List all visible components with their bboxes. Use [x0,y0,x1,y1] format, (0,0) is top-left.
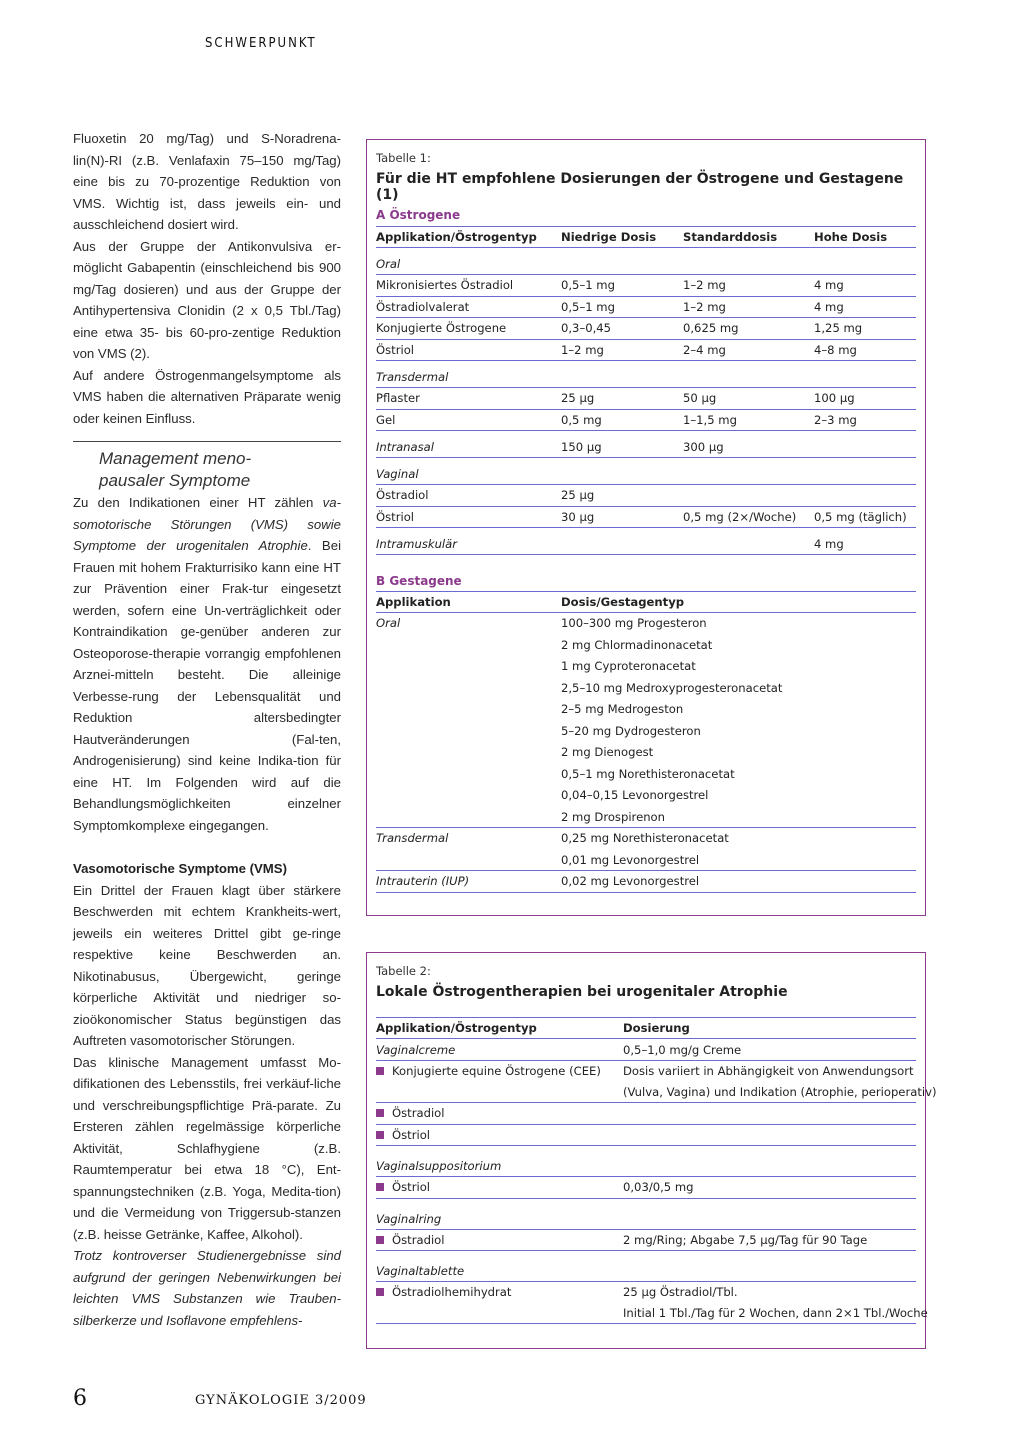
table-1-title: Für die HT empfohlene Dosierungen der Östrogene und Gestagene (1) [376,171,904,203]
table-2-group-vaginaltablette: Vaginaltablette [376,1264,465,1278]
table-1-cell: Intranasal [376,440,435,454]
table-1-cell: Östriol [376,342,415,357]
table-1-header-cell: Applikation/Östrogentyp [376,230,537,244]
table-rule [376,1060,916,1061]
table-rule [376,554,916,555]
paragraph-6: Das klinische Management umfasst Mo-difikationen des Lebensstils, frei verkäuf-liche und verschreibungspflichtige Prä-parate. Zu Ersteren zählen regelmässige körperliche Aktivität, Schlafhygiene (z.B. Raumtemperatur bei etwa 18 °C), Ent-spannungstechniken (z.B. Yoga, Medita-tion) und die Vermeidung von Triggersub-stanzen (z.B. heisse Getränke, Kaffee, Alkohol). [73,1054,341,1242]
table-1-cell: 1–2 mg [683,278,726,292]
table-2-header-cell: Dosierung [623,1021,690,1035]
table-1-b-cell: 2,5–10 mg Medroxyprogesteronacetat [561,680,783,695]
table-1-b-cell: 0,5–1 mg Norethisteronacetat [561,766,735,781]
table-2-item [376,1064,601,1078]
table-2-cell: 2 mg/Ring; Abgabe 7,5 µg/Tag für 90 Tage [623,1232,868,1247]
table-rule [376,827,916,828]
table-rule [376,892,916,893]
table-1-cell: 2–3 mg [814,412,857,427]
table-2-cell: 0,5–1,0 mg/g Creme [623,1043,742,1057]
table-rule [376,1124,916,1125]
table-2 [366,952,937,1349]
left-column [73,128,341,1331]
table-2-cell: 25 µg Östradiol/Tbl. [623,1285,738,1299]
table-1-cell: 4–8 mg [814,342,857,357]
table-2-item-text: Östradiol [392,1232,445,1247]
table-2-item-text: Konjugierte equine Östrogene (CEE) [392,1064,601,1078]
table-rule [376,1229,916,1230]
table-2-group-suppositorium: Vaginalsuppositorium [376,1159,502,1173]
table-rule [376,457,916,458]
table-1-cell: Pflaster [376,391,420,405]
table-1-b-cell: 5–20 mg Dydrogesteron [561,723,701,738]
paragraph-4 [73,492,341,836]
table-1-cell: 4 mg [814,278,844,292]
table-1-b-cell: 0,01 mg Levonorgestrel [561,852,700,867]
journal-title: GYNÄKOLOGIE 3/2009 [195,1393,367,1408]
table-1 [366,139,926,916]
table-1-b-cell: 2 mg Chlormadinonacetat [561,637,713,652]
table-1-b-group-oral: Oral [376,616,401,630]
table-1-cell: 2–4 mg [683,342,726,357]
table-1-cell: 0,5 mg (täglich) [814,509,907,524]
table-1-cell: 50 µg [683,391,717,405]
table-2-group-vaginalring: Vaginalring [376,1211,442,1226]
table-1-cell: 25 µg [561,391,595,405]
paragraph-7: Trotz kontroverser Studienergebnisse sind aufgrund der geringen Nebenwirkungen bei leichten VMS Substanzen wie Trauben-silberkerze und Isoflavone empfehlens- [73,1248,341,1328]
section-heading-line-2: pausaler Symptome [99,471,251,490]
table-1-b-cell: 2 mg Dienogest [561,745,654,759]
table-1-cell: 30 µg [561,509,595,524]
section-heading [73,441,341,492]
table-1-cell: 0,625 mg [683,321,739,335]
table-rule [376,317,916,318]
table-1-cell: 4 mg [814,299,844,314]
table-1-cell: Östradiol [376,488,429,502]
table-2-header-cell: Applikation/Östrogentyp [376,1021,537,1035]
paragraph-1: Fluoxetin 20 mg/Tag) und S-Noradrena-lin(N)-RI (z.B. Venlafaxin 75–150 mg/Tag) eine bis zu 70-prozentige Reduktion von VMS. Wichtig ist, dass jeweils ein- und ausschleichend dosiert wird. [73,131,341,232]
table-1-b-group-transdermal: Transdermal [376,831,449,845]
table-rule [376,226,916,227]
table-1-section-a: A Östrogene [376,208,461,222]
table-rule [376,339,916,340]
table-2-label: Tabelle 2: [376,964,431,978]
section-heading-line-1: Management meno- [99,449,252,468]
table-rule [376,1145,916,1146]
table-rule [376,387,916,388]
table-1-b-header-cell: Applikation [376,595,451,609]
table-1-cell: Östriol [376,509,415,524]
paragraph-4-italic: va-somotorische Störungen (VMS) sowie Symptome der urogenitalen Atrophie [73,495,341,553]
table-rule [376,1198,916,1199]
table-rule [376,1250,916,1251]
table-rule [376,274,916,275]
table-1-cell: Gel [376,412,396,427]
table-rule [376,591,916,592]
table-rule [376,409,916,410]
subheading-vms: Vasomotorische Symptome (VMS) [73,861,287,876]
table-2-item [376,1233,444,1247]
paragraph-4-start: Zu den Indikationen einer HT zählen [73,495,323,510]
table-1-b-cell: 2–5 mg Medrogeston [561,702,684,716]
table-1-cell: Östradiolvalerat [376,299,470,314]
table-2-item-text: Östradiolhemihydrat [392,1285,512,1299]
table-rule [376,1281,916,1282]
table-1-cell: 0,5 mg (2×/Woche) [683,509,797,524]
table-2-group-vaginalcreme: Vaginalcreme [376,1043,456,1057]
table-1-cell: 4 mg [814,537,844,551]
table-rule [376,527,916,528]
paragraph-3: Auf andere Östrogenmangelsymptome als VMS haben die alternativen Präparate wenig oder keinen Einfluss. [73,367,341,426]
table-1-b-group-iup: Intrauterin (IUP) [376,874,470,888]
table-rule [376,247,916,248]
table-2-item-text: Östradiol [392,1106,445,1120]
paragraph-5: Ein Drittel der Frauen klagt über stärkere Beschwerden mit echtem Krankheits-wert, jeweils ein weiteres Drittel gibt ge-ringe respektive keine Beschwerden an. Nikotinabusus, Übergewicht, geringe körperliche Aktivität und niedriger so-zioökonomischer Status begünstigen das Auftreten vasomotorischer Störungen. [73,882,341,1048]
table-1-cell: 0,5–1 mg [561,299,615,314]
paragraph-2: Aus der Gruppe der Antikonvulsiva er-möglicht Gabapentin (einschleichend bis 900 mg/Tag dosieren) und aus der Gruppe der Antihypertensiva Clonidin (2 x 0,5 Tbl./Tag) eine etwa 35- bis 60-pro-zentige Reduktion von VMS (2). [73,238,341,361]
table-1-cell: 0,3–0,45 [561,321,612,335]
table-rule [376,1323,916,1324]
table-1-cell: 300 µg [683,440,724,454]
table-1-group-transdermal: Transdermal [376,370,449,384]
table-rule [376,1038,916,1039]
table-1-cell: Konjugierte Östrogene [376,321,507,335]
table-2-cell: Dosis variiert in Abhängigkeit von Anwendungsort [623,1064,914,1078]
table-1-group-vaginal: Vaginal [376,467,419,481]
table-1-cell: 0,5–1 mg [561,278,615,292]
table-2-title: Lokale Östrogentherapien bei urogenitaler Atrophie [376,984,788,1000]
bullet-square-icon [376,1236,384,1244]
table-rule [376,870,916,871]
table-2-cell: Initial 1 Tbl./Tag für 2 Wochen, dann 2×1 Tbl./Woche [623,1306,928,1320]
bullet-square-icon [376,1109,384,1117]
table-1-cell: 1–2 mg [561,342,604,357]
table-2-item [376,1180,430,1194]
table-1-section-b: B Gestagene [376,574,462,588]
table-rule [376,1017,916,1018]
table-rule [376,296,916,297]
table-1-cell: 1–2 mg [683,299,726,314]
table-rule [376,1176,916,1177]
table-2-item [376,1128,430,1142]
table-rule [376,506,916,507]
table-2-cell: 0,03/0,5 mg [623,1180,694,1194]
table-rule [376,612,916,613]
table-1-header-cell: Niedrige Dosis [561,230,657,244]
table-1-cell: 0,5 mg [561,412,602,427]
page-number: 6 [73,1386,87,1411]
table-1-cell: 100 µg [814,391,855,405]
table-2-item-text: Östriol [392,1127,431,1142]
table-rule [376,360,916,361]
bullet-square-icon [376,1131,384,1139]
table-1-cell: Intramuskulär [376,537,458,551]
table-1-b-cell: 0,02 mg Levonorgestrel [561,874,700,888]
table-1-b-cell: 2 mg Drospirenon [561,809,665,824]
section-header: SCHWERPUNKT [205,36,317,51]
table-rule [376,484,916,485]
table-1-cell: 150 µg [561,440,602,454]
table-1-cell: 1,25 mg [814,321,863,335]
table-1-header-cell: Hohe Dosis [814,230,888,244]
table-2-cell: (Vulva, Vagina) und Indikation (Atrophie, perioperativ) [623,1085,937,1099]
table-1-b-cell: 100–300 mg Progesteron [561,616,707,630]
table-1-cell: Mikronisiertes Östradiol [376,278,514,292]
paragraph-4-end: . Bei Frauen mit hohem Frakturrisiko kann eine HT zur Prävention einer Frak-tur eingesetzt werden, sofern eine Un-verträglichkeit oder Kontraindikation ge-genüber anderen zur Osteoporose-therapie vorrangig empfohlenen Arznei-mitteln besteht. Die alleinige Verbesse-rung der Lebensqualität und Reduktion altersbedingter Hautveränderungen (Fal-ten, Androgenisierung) sind keine Indika-tion für eine HT. Im Folgenden wird auf die Behandlungsmöglichkeiten einzelner Symptomkomplexe eingegangen. [73,538,341,833]
bullet-square-icon [376,1067,384,1075]
table-2-item [376,1106,444,1120]
table-1-cell: 25 µg [561,488,595,502]
bullet-square-icon [376,1288,384,1296]
table-1-b-cell: 1 mg Cyproteronacetat [561,659,696,673]
table-1-b-cell: 0,25 mg Norethisteronacetat [561,831,729,845]
table-rule [376,430,916,431]
table-rule [376,1102,916,1103]
table-1-label: Tabelle 1: [376,151,431,165]
table-1-b-cell: 0,04–0,15 Levonorgestrel [561,788,709,802]
table-2-item-text: Östriol [392,1180,431,1194]
bullet-square-icon [376,1183,384,1191]
table-2-item [376,1285,511,1299]
table-1-b-header-cell: Dosis/Gestagentyp [561,595,685,609]
table-1-cell: 1–1,5 mg [683,412,737,427]
table-1-group-oral: Oral [376,257,401,271]
table-1-header-cell: Standarddosis [683,230,778,244]
